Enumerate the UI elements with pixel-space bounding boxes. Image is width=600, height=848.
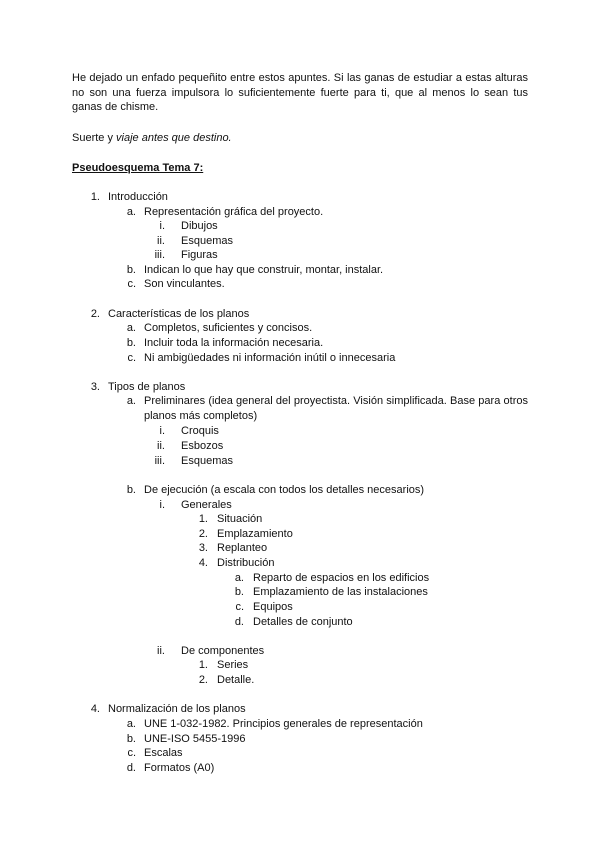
s3-b-i-4-marker: 4.	[198, 557, 208, 569]
s1-a-i-marker: i.	[159, 220, 165, 232]
s3-b-i-4-d-marker: d.	[234, 616, 244, 628]
s3-a-iii-marker: iii.	[154, 455, 165, 467]
s4-a-text: UNE 1-032-1982. Principios generales de representación	[144, 718, 423, 730]
s4-a-marker: a.	[126, 718, 136, 730]
s4-b-text: UNE-ISO 5455-1996	[144, 733, 246, 745]
s3-b-ii-marker: ii.	[157, 645, 165, 657]
s3-b-i-4-b-text: Emplazamiento de las instalaciones	[253, 586, 428, 598]
intro-paragraph	[72, 71, 528, 115]
s4-b-marker: b.	[126, 733, 136, 745]
s2-a-marker: a.	[126, 322, 136, 334]
s1-a-marker: a.	[126, 206, 136, 218]
s3-a-iii-text: Esquemas	[181, 455, 233, 467]
s3-b-i-4-a-marker: a.	[234, 572, 244, 584]
luck-line	[72, 131, 232, 146]
s2-b-marker: b.	[126, 337, 136, 349]
s3-b-ii-1-text: Series	[217, 659, 249, 671]
s3-a-ii-marker: ii.	[157, 440, 165, 452]
s4-d-marker: d.	[126, 762, 136, 774]
s3-b-i-3-marker: 3.	[198, 542, 208, 554]
s2-c-text: Ni ambigüedades ni información inútil o innecesaria	[144, 352, 396, 364]
s1-a-ii-marker: ii.	[157, 235, 165, 247]
s3-b-i-4-c-marker: c.	[235, 601, 244, 613]
section-1-number: 1.	[90, 191, 100, 203]
s3-a-marker: a.	[126, 395, 136, 407]
s3-b-ii-2-text: Detalle.	[217, 674, 255, 686]
section-3-label: Tipos de planos	[108, 381, 186, 393]
s1-a-text: Representación gráfica del proyecto.	[144, 206, 324, 218]
s3-a-i-text: Croquis	[181, 425, 219, 437]
s3-b-marker: b.	[126, 484, 136, 496]
s1-a-i-text: Dibujos	[181, 220, 218, 232]
s3-b-i-3-text: Replanteo	[217, 542, 268, 554]
s1-c-text: Son vinculantes.	[144, 278, 225, 290]
s3-b-i-text: Generales	[181, 499, 232, 511]
s3-a-i-marker: i.	[159, 425, 165, 437]
luck-prefix: Suerte y	[72, 132, 117, 144]
s3-b-i-2-marker: 2.	[198, 528, 208, 540]
section-2-label: Características de los planos	[108, 308, 250, 320]
s1-a-iii-text: Figuras	[181, 249, 218, 261]
section-2-number: 2.	[90, 308, 100, 320]
s3-b-i-1-marker: 1.	[198, 513, 208, 525]
s3-b-i-4-a-text: Reparto de espacios en los edificios	[253, 572, 430, 584]
s3-b-ii-1-marker: 1.	[198, 659, 208, 671]
s1-b-marker: b.	[126, 264, 136, 276]
s3-b-i-marker: i.	[159, 499, 165, 511]
s1-a-ii-text: Esquemas	[181, 235, 233, 247]
page-title: Pseudoesquema Tema 7:	[72, 162, 204, 174]
s2-c-marker: c.	[127, 352, 136, 364]
s1-b-text: Indican lo que hay que construir, montar, instalar.	[144, 264, 384, 276]
s3-b-text: De ejecución (a escala con todos los detalles necesarios)	[144, 484, 425, 496]
intro-text: He dejado un enfado pequeñito entre estos apuntes. Si las ganas de estudiar a estas alturas no son una fuerza impulsora lo suficientemente fuerte para ti, que al menos lo sean tus ganas de chisme.	[72, 72, 528, 114]
s3-b-i-2-text: Emplazamiento	[217, 528, 293, 540]
section-3-number: 3.	[90, 381, 100, 393]
s4-c-text: Escalas	[144, 747, 183, 759]
section-4-label: Normalización de los planos	[108, 703, 246, 715]
s2-a-text: Completos, suficientes y concisos.	[144, 322, 313, 334]
section-1-label: Introducción	[108, 191, 168, 203]
s3-b-i-4-b-marker: b.	[234, 586, 244, 598]
s4-c-marker: c.	[127, 747, 136, 759]
s3-b-i-4-text: Distribución	[217, 557, 275, 569]
s3-a-text: Preliminares (idea general del proyectista. Visión simplificada. Base para otros planos más completos)	[144, 395, 528, 422]
s3-a-ii-text: Esbozos	[181, 440, 224, 452]
s4-d-text: Formatos (A0)	[144, 762, 215, 774]
s3-b-i-4-d-text: Detalles de conjunto	[253, 616, 353, 628]
s3-b-i-4-c-text: Equipos	[253, 601, 293, 613]
s1-a-iii-marker: iii.	[154, 249, 165, 261]
section-4-number: 4.	[90, 703, 100, 715]
s1-c-marker: c.	[127, 278, 136, 290]
s2-b-text: Incluir toda la información necesaria.	[144, 337, 324, 349]
s3-b-i-1-text: Situación	[217, 513, 263, 525]
s3-b-ii-2-marker: 2.	[198, 674, 208, 686]
s3-b-ii-text: De componentes	[181, 645, 265, 657]
luck-italic: viaje antes que destino.	[116, 132, 232, 144]
